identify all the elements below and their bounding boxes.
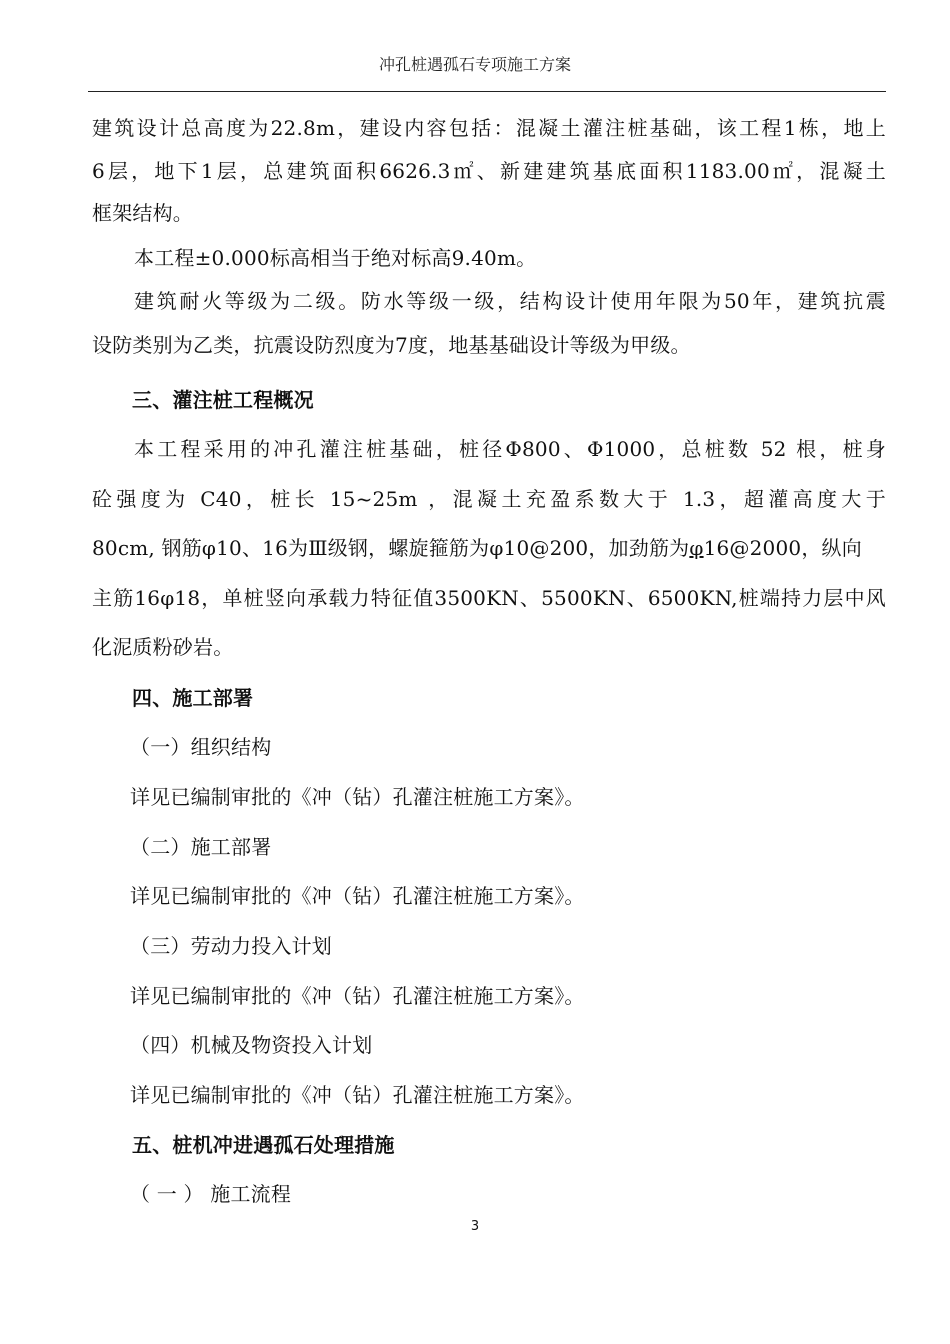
paragraph-line: 主筋16φ18，单桩竖向承载力特征值3500KN、5500KN、6500KN,桩端持力层中风 [92,586,886,610]
subheading: （二）施工部署 [130,835,272,859]
subheading: （ 一 ） 施工流程 [130,1182,292,1206]
paragraph-line: 设防类别为乙类，抗震设防烈度为7度，地基基础设计等级为甲级。 [92,333,691,357]
subheading: （一）组织结构 [130,735,272,759]
page-number: 3 [470,1219,480,1234]
header-rule [88,91,886,92]
underlined-symbol: φ [689,536,704,560]
paragraph-line: 详见已编制审批的《冲（钻）孔灌注桩施工方案》。 [130,884,585,908]
paragraph-line: 框架结构。 [92,201,193,225]
paragraph-line: 本工程采用的冲孔灌注桩基础，桩径Φ800、Φ1000，总桩数 52 根，桩身 [134,437,886,461]
paragraph-line: 本工程±0.000标高相当于绝对标高9.40m。 [134,246,537,270]
text-run: 16@2000，纵向 [703,536,862,560]
paragraph-line: 详见已编制审批的《冲（钻）孔灌注桩施工方案》。 [130,1083,585,1107]
section-heading: 四、施工部署 [132,686,254,710]
paragraph-line [92,533,886,563]
subheading: （四）机械及物资投入计划 [130,1033,373,1057]
paragraph-line: 化泥质粉砂岩。 [92,635,234,659]
paragraph-line: 详见已编制审批的《冲（钻）孔灌注桩施工方案》。 [130,785,585,809]
subheading: （三）劳动力投入计划 [130,934,332,958]
paragraph-line: 砼强度为 C40，桩长 15~25m ，混凝土充盈系数大于 1.3，超灌高度大于 [92,487,886,511]
paragraph-line: 详见已编制审批的《冲（钻）孔灌注桩施工方案》。 [130,984,585,1008]
text-run: 80cm, 钢筋φ10、16为Ⅲ级钢，螺旋箍筋为φ10@200，加劲筋为 [92,536,690,560]
section-heading: 三、灌注桩工程概况 [132,388,314,412]
paragraph-line: 建筑耐火等级为二级。防水等级一级，结构设计使用年限为50年，建筑抗震 [134,289,886,313]
paragraph-line: 建筑设计总高度为22.8m，建设内容包括：混凝土灌注桩基础，该工程1栋，地上 [92,116,886,140]
page-header-title: 冲孔桩遇孤石专项施工方案 [378,55,571,74]
section-heading: 五、桩机冲进遇孤石处理措施 [132,1133,395,1157]
paragraph-line: 6层，地下1层，总建筑面积6626.3㎡、新建建筑基底面积1183.00㎡，混凝土 [92,159,886,183]
